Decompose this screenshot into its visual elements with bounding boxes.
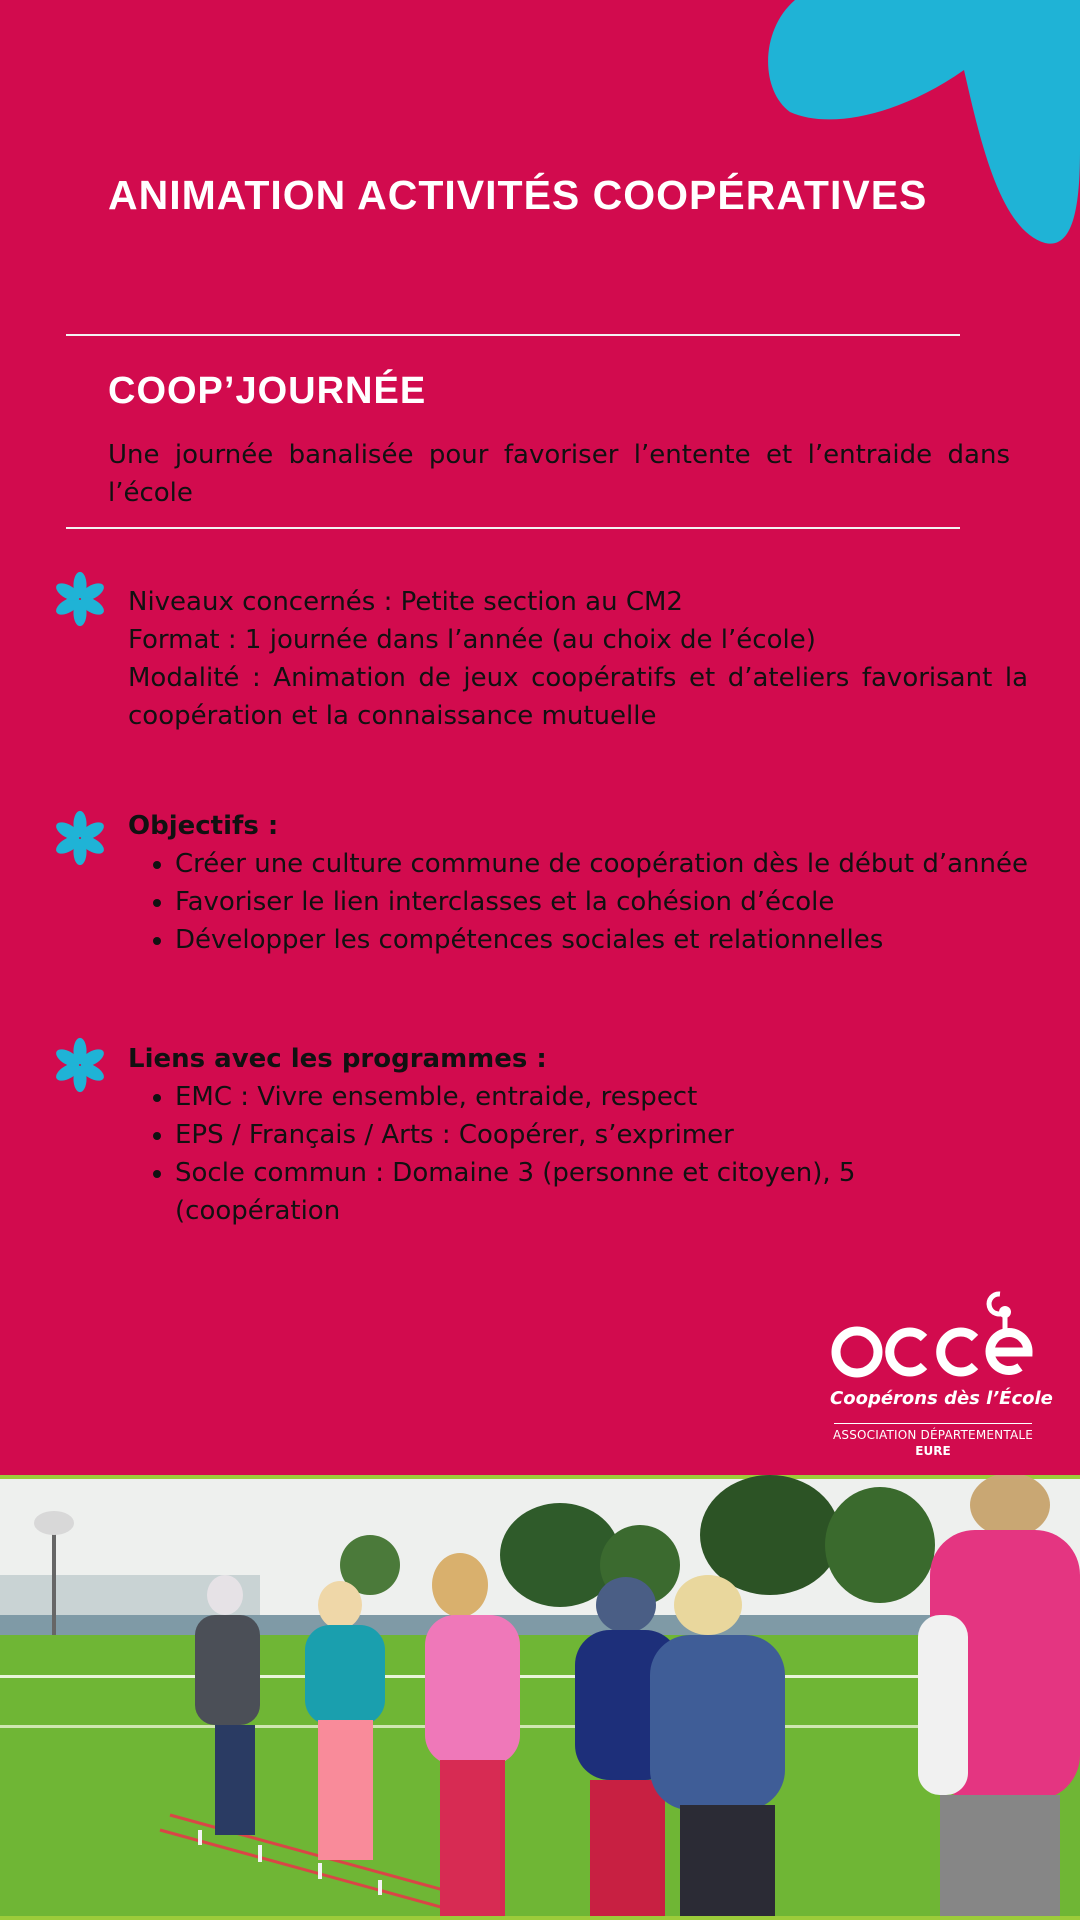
programs-section	[128, 1040, 1028, 1230]
format-text: Format : 1 journée dans l’année (au choix de l’école)	[128, 625, 816, 655]
divider-bottom	[66, 527, 960, 529]
activity-description: Une journée banalisée pour favoriser l’entente et l’entraide dans l’école	[108, 440, 1010, 508]
occe-wordmark-logo	[830, 1288, 1036, 1388]
asterisk-flower-icon	[52, 568, 108, 630]
logo-department: EURE	[915, 1444, 951, 1458]
logo-tagline: Coopérons dès l’École	[830, 1388, 1053, 1409]
asterisk-flower-icon	[52, 807, 108, 869]
logo-divider	[834, 1423, 1032, 1424]
page-title: ANIMATION ACTIVITÉS COOPÉRATIVES	[108, 172, 928, 218]
objectives-list	[128, 845, 1028, 959]
list-item: • Créer une culture commune de coopération dès le début d’année	[175, 845, 1028, 883]
list-item: • EPS / Français / Arts : Coopérer, s’exprimer	[175, 1116, 1028, 1154]
objectives-section	[128, 807, 1028, 959]
list-item: • Développer les compétences sociales et relationnelles	[175, 921, 1028, 959]
asterisk-flower-icon	[52, 1034, 108, 1096]
list-item: • EMC : Vivre ensemble, entraide, respect	[175, 1078, 1028, 1116]
programs-heading: Liens avec les programmes :	[128, 1044, 547, 1074]
programs-list	[128, 1078, 1028, 1230]
levels-text: Niveaux concernés : Petite section au CM2	[128, 587, 683, 617]
children-playing-photo	[0, 1475, 1080, 1920]
modality-text: Modalité : Animation de jeux coopératifs et d’ateliers favorisant la coopération et la connaissance mutuelle	[128, 663, 1028, 731]
activity-title: COOP’JOURNÉE	[108, 370, 427, 412]
divider-top	[66, 334, 960, 336]
flower-decoration	[0, 0, 1080, 260]
logo-association: ASSOCIATION DÉPARTEMENTALE	[832, 1428, 1034, 1442]
list-item: • Favoriser le lien interclasses et la cohésion d’école	[175, 883, 1028, 921]
objectives-heading: Objectifs :	[128, 811, 279, 841]
details-section	[128, 583, 1028, 735]
list-item: • Socle commun : Domaine 3 (personne et citoyen), 5 (coopération	[175, 1154, 1028, 1230]
occe-logo	[830, 1288, 1053, 1460]
